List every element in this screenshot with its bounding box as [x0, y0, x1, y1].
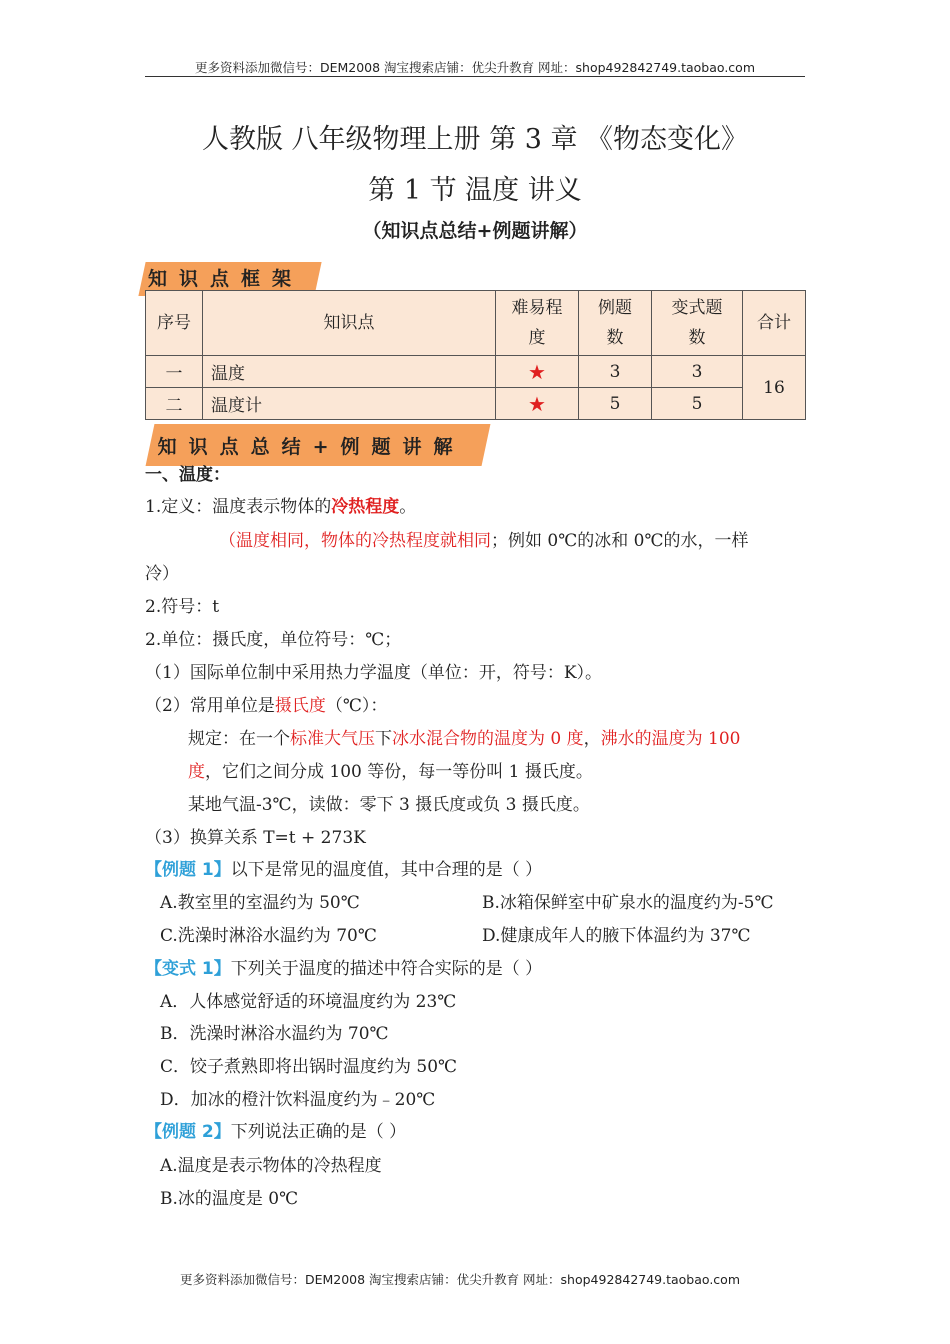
page-footer: 更多资料添加微信号：DEM2008 淘宝搜索店铺：优尖升教育 网址：shop492842749.taobao.com: [179, 1272, 741, 1287]
row-total: 16: [743, 356, 806, 420]
header-examples: 例题 数: [579, 291, 652, 356]
example-2-question: 【例题 2】下列说法正确的是（ ）: [145, 1122, 407, 1142]
note-line-end: 冷）: [145, 564, 179, 584]
example-1-option-b: B.冰箱保鲜室中矿泉水的温度约为-5℃: [482, 893, 774, 913]
example-1-option-a: A.教室里的室温约为 50℃: [160, 893, 360, 913]
summary-banner: 知识点总结+例题讲解: [146, 424, 491, 466]
table-header-row: [146, 291, 806, 356]
row-point: 温度: [203, 356, 496, 388]
knowledge-table: [145, 290, 806, 420]
doc-title: 人教版 八年级物理上册 第 3 章 《物态变化》: [201, 124, 749, 155]
row-no: 一: [146, 356, 203, 388]
symbol-line: 2.符号：t: [145, 597, 220, 617]
header-difficulty: 难易程 度: [496, 291, 579, 356]
row-examples: 5: [579, 388, 652, 420]
header-variants: 变式题 数: [652, 291, 743, 356]
conversion-line: （3）换算关系 T=t + 273K: [145, 828, 366, 848]
header-divider: [145, 76, 805, 77]
row-variants: 3: [652, 356, 743, 388]
header-total: 合计: [743, 291, 806, 356]
variant-1-option-b: B．洗澡时淋浴水温约为 70℃: [160, 1024, 389, 1044]
unit-2-line: （2）常用单位是摄氏度（℃）：: [145, 696, 388, 716]
definition-line: 1.定义：温度表示物体的冷热程度。: [145, 497, 417, 517]
example-1-option-c: C.洗澡时淋浴水温约为 70℃: [160, 926, 377, 946]
row-point: 温度计: [203, 388, 496, 420]
example-1-option-d: D.健康成年人的腋下体温约为 37℃: [482, 926, 751, 946]
table-row: [146, 356, 806, 388]
variant-1-question: 【变式 1】下列关于温度的描述中符合实际的是（ ）: [145, 959, 543, 979]
row-no: 二: [146, 388, 203, 420]
star-icon: ★: [496, 356, 579, 388]
example-1-question: 【例题 1】以下是常见的温度值，其中合理的是（ ）: [145, 860, 543, 880]
note-line: （温度相同，物体的冷热程度就相同；例如 0℃的冰和 0℃的水，一样: [219, 531, 749, 551]
rule-line: 规定：在一个标准大气压下冰水混合物的温度为 0 度，沸水的温度为 100: [188, 729, 741, 749]
table-row: [146, 388, 806, 420]
rule-line-end: 度，它们之间分成 100 等份，每一等份叫 1 摄氏度。: [188, 762, 593, 782]
star-icon: ★: [496, 388, 579, 420]
header-no: 序号: [146, 291, 203, 356]
row-examples: 3: [579, 356, 652, 388]
example-2-option-b: B.冰的温度是 0℃: [160, 1189, 299, 1209]
example-temp-line: 某地气温-3℃，读做：零下 3 摄氏度或负 3 摄氏度。: [188, 795, 590, 815]
variant-1-option-a: A．人体感觉舒适的环境温度约为 23℃: [160, 992, 457, 1012]
unit-1-line: （1）国际单位制中采用热力学温度（单位：开，符号：K）。: [145, 663, 603, 683]
framework-banner: 知识点框架: [138, 262, 321, 296]
header-point: 知识点: [203, 291, 496, 356]
row-variants: 5: [652, 388, 743, 420]
variant-1-option-d: D．加冰的橙汁饮料温度约为﹣20℃: [160, 1090, 436, 1110]
section-heading: 一、温度：: [145, 465, 230, 485]
page-header: 更多资料添加微信号：DEM2008 淘宝搜索店铺：优尖升教育 网址：shop492842749.taobao.com: [194, 60, 756, 75]
doc-caption: （知识点总结+例题讲解）: [362, 220, 588, 242]
example-2-option-a: A.温度是表示物体的冷热程度: [160, 1156, 382, 1176]
unit-line: 2.单位：摄氏度，单位符号：℃；: [145, 630, 402, 650]
variant-1-option-c: C．饺子煮熟即将出锅时温度约为 50℃: [160, 1057, 458, 1077]
doc-subtitle: 第 1 节 温度 讲义: [368, 175, 582, 206]
